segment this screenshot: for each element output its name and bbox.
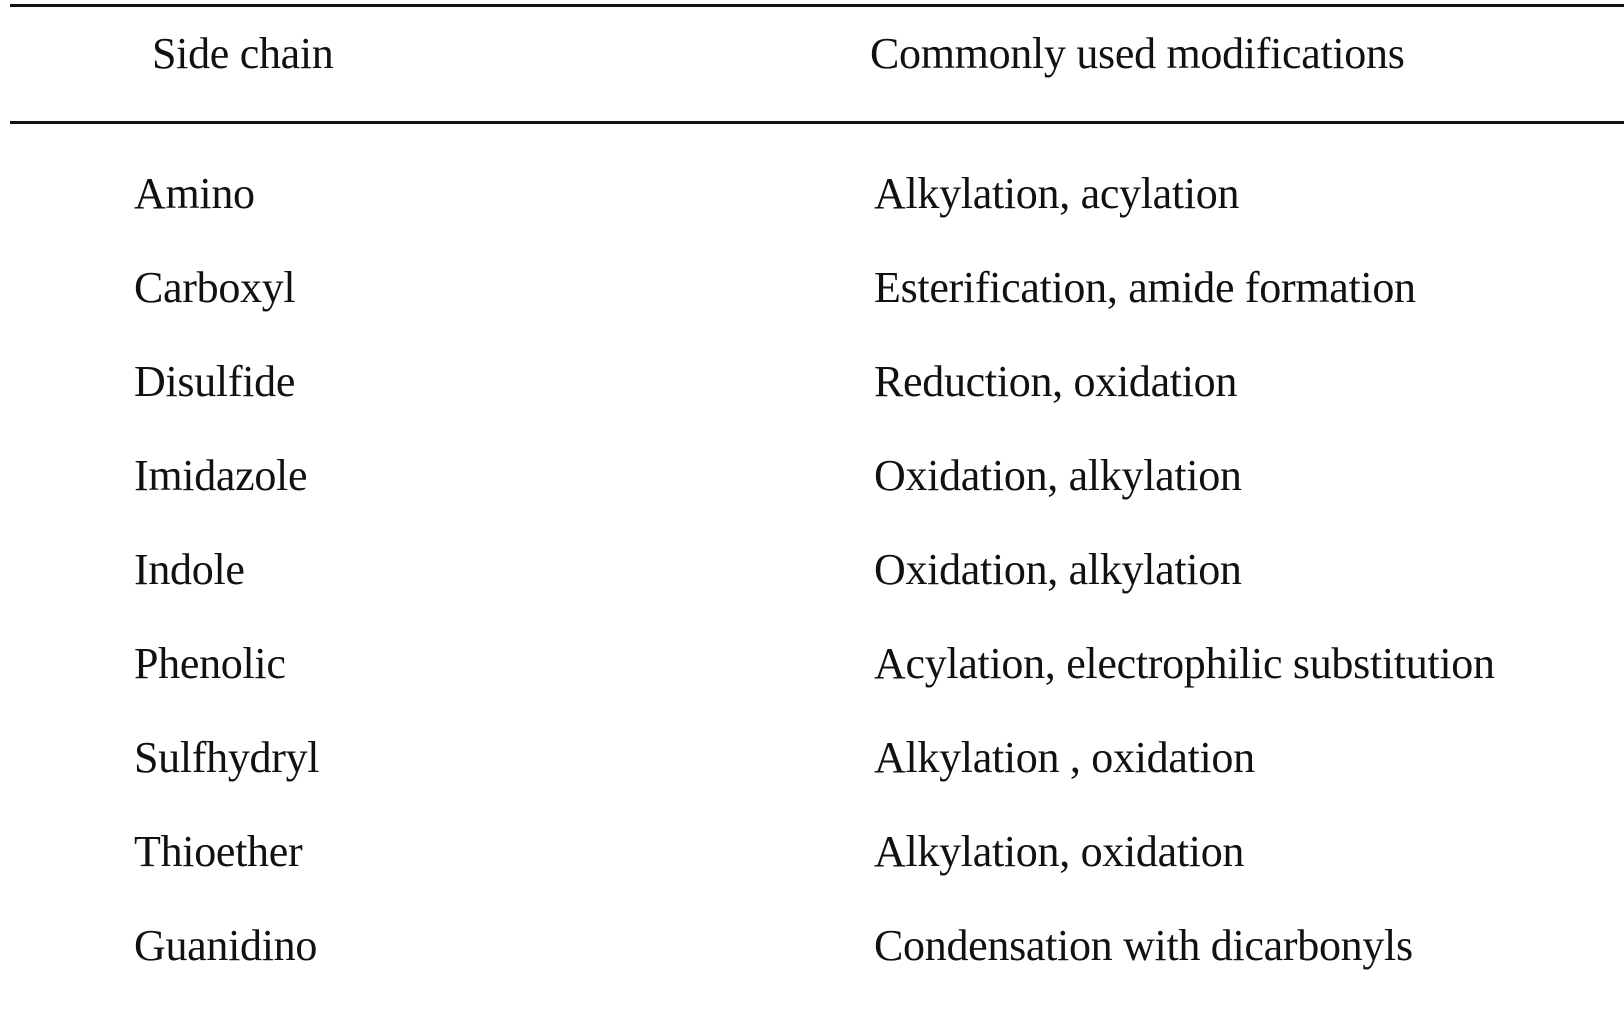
header-side-chain: Side chain [152, 29, 334, 78]
cell-modifications: Reduction, oxidation [874, 357, 1238, 406]
table-row [0, 920, 1624, 980]
cell-side-chain: Amino [134, 169, 255, 218]
table-row [0, 732, 1624, 792]
cell-modifications: Acylation, electrophilic substitution [874, 639, 1495, 688]
table-header-rule [10, 121, 1624, 124]
table-header-row [0, 28, 1624, 88]
cell-side-chain: Thioether [134, 827, 303, 876]
cell-side-chain: Phenolic [134, 639, 286, 688]
table-row [0, 638, 1624, 698]
cell-modifications: Condensation with dicarbonyls [874, 921, 1413, 970]
cell-modifications: Oxidation, alkylation [874, 545, 1242, 594]
table-row [0, 168, 1624, 228]
table-top-rule [10, 4, 1624, 7]
cell-modifications: Alkylation , oxidation [874, 733, 1255, 782]
cell-modifications: Oxidation, alkylation [874, 451, 1242, 500]
table-row [0, 262, 1624, 322]
table-row [0, 450, 1624, 510]
table-row [0, 356, 1624, 416]
cell-side-chain: Guanidino [134, 921, 318, 970]
cell-side-chain: Disulfide [134, 357, 296, 406]
cell-side-chain: Imidazole [134, 451, 308, 500]
cell-side-chain: Carboxyl [134, 263, 296, 312]
cell-modifications: Esterification, amide formation [874, 263, 1416, 312]
table-row [0, 544, 1624, 604]
cell-side-chain: Indole [134, 545, 245, 594]
cell-side-chain: Sulfhydryl [134, 733, 320, 782]
cell-modifications: Alkylation, acylation [874, 169, 1240, 218]
table-row [0, 826, 1624, 886]
cell-modifications: Alkylation, oxidation [874, 827, 1245, 876]
header-modifications: Commonly used modifications [870, 29, 1405, 78]
